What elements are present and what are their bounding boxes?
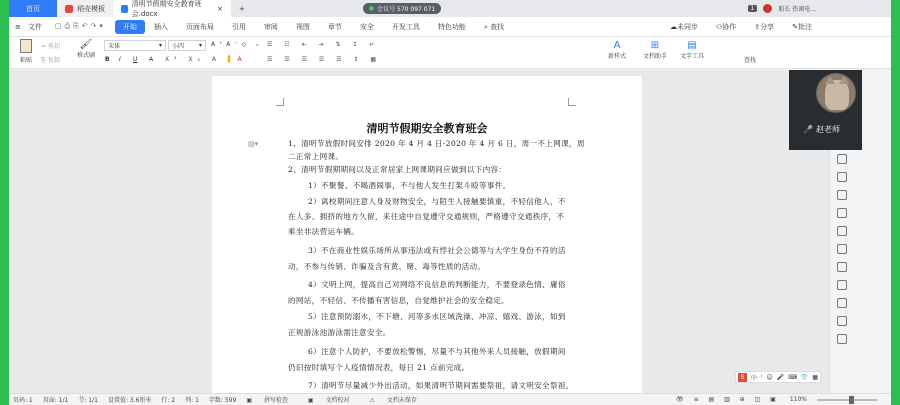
text-tools-label: 文字工具 — [679, 53, 704, 60]
wps-writer-window — [9, 0, 891, 405]
cat-ear-right — [839, 76, 849, 84]
font-color-buttons[interactable]: A̶ X² X₂ A ▌A — [149, 56, 247, 63]
chart-pane-icon[interactable] — [837, 226, 847, 236]
margin-corner-tl — [276, 98, 284, 106]
new-style-icon: A — [613, 40, 621, 51]
list-buttons[interactable]: ☰ ☷ ⇤ ⇥ ⇅ ↕ ↵ — [267, 41, 380, 48]
menu-review[interactable]: 审阅 — [263, 22, 278, 31]
meeting-id-badge — [363, 3, 441, 14]
status-unsaved[interactable] — [370, 395, 427, 404]
doc-line-14: 6）注意个人防护，不要放松警惕，尽量不与其他外来人员接触，放假期间 — [308, 347, 566, 356]
tab-template[interactable] — [57, 0, 113, 17]
word-doc-icon — [121, 5, 128, 13]
font-family-select[interactable] — [104, 40, 166, 51]
highlight-icon: ▌ — [227, 56, 238, 63]
title-bar-right — [748, 0, 816, 17]
chevron-down-icon: ▾ — [198, 42, 202, 49]
ribbon-toolbar — [9, 37, 891, 69]
tab-home[interactable] — [9, 0, 57, 17]
share-pane-icon[interactable] — [837, 280, 847, 290]
doc-helper-button[interactable] — [639, 40, 671, 60]
zoom-slider-handle[interactable] — [849, 396, 854, 404]
daoke-icon — [65, 5, 73, 13]
teacher-avatar — [816, 73, 856, 113]
paste-button[interactable] — [15, 39, 37, 64]
cut-button[interactable]: ✂ 剪切 — [41, 43, 60, 50]
align-buttons[interactable]: ☰ ☰ ☰ ☰ ☰ ⇕ ▦ — [267, 56, 382, 63]
menu-bar — [9, 17, 891, 37]
font-size-value: 小四 — [172, 43, 185, 50]
menu-references[interactable]: 引用 — [231, 22, 246, 31]
doc-helper-label: 文档助手 — [642, 53, 667, 60]
copy-label: 复制 — [47, 57, 60, 64]
ime-keyboard-icon: ⌨ — [788, 373, 797, 381]
doc-line-9: 动，不参与传销、诈骗及含有黄、赌、毒等性质的活动。 — [288, 262, 486, 271]
doc-line-2: 二正常上网课。 — [288, 152, 344, 161]
document-page[interactable] — [212, 76, 642, 393]
paragraph-handle-icon[interactable]: ▤▾ — [248, 140, 259, 148]
font-color-icon: A — [237, 56, 247, 63]
zoom-slider[interactable] — [817, 399, 877, 401]
home-tab-label: 首页 — [26, 4, 40, 13]
bold-button[interactable]: B — [105, 56, 110, 63]
video-overlay[interactable] — [789, 70, 862, 150]
sync-label: 未同步 — [676, 22, 698, 31]
document-title: 清明节假期安全教育班会 — [366, 122, 488, 135]
ime-emoji-icon: ☺ — [766, 373, 773, 381]
doc-line-3: 2、清明节假期期间以及正常居家上网课期间应做到以下内容： — [288, 165, 507, 174]
search-icon: ⌕ — [483, 22, 488, 31]
status-section[interactable]: 节: 1/1 — [78, 397, 98, 404]
speaker-row — [803, 124, 840, 135]
status-proof-label: 文档校对 — [325, 397, 350, 404]
document-canvas — [9, 70, 829, 393]
ime-mic-icon: 🎤 — [776, 373, 785, 381]
cat-ear-left — [825, 76, 835, 84]
select-icon[interactable] — [837, 154, 847, 164]
doc-line-4: 1）不聚餐、不喝酒闹事，不与他人发生打架斗殴等事件。 — [308, 181, 511, 190]
zoom-level[interactable]: 110% — [789, 396, 807, 403]
share-label: 分享 — [760, 22, 775, 31]
user-name[interactable]: 船长 热调电... — [778, 6, 816, 13]
menu-chapter[interactable]: 章节 — [327, 22, 342, 31]
sync-status[interactable] — [661, 22, 707, 32]
menu-developer[interactable]: 开发工具 — [391, 22, 420, 31]
insert-pane-icon[interactable] — [837, 208, 847, 218]
new-tab-button[interactable]: + — [239, 4, 245, 13]
proofread-icon: ▣ — [307, 397, 314, 404]
doc-line-8: 3）不在商业性娱乐场所从事违法或有悖社会公德等与大学生身份不符的活 — [308, 246, 566, 255]
menu-page-layout[interactable]: 页面布局 — [185, 22, 214, 31]
doc-line-16: 7）清明节尽量减少外出活动，如果清明节期间需要祭祖，请文明安全祭祖， — [308, 381, 574, 390]
doc-line-5: 2）离校期间注意人身及财物安全，与陌生人接触要慎重，不轻信他人，不 — [308, 197, 566, 206]
screen-border-right — [891, 0, 900, 405]
menu-file[interactable]: 文件 — [27, 22, 42, 31]
ime-mode-label: 中 — [751, 374, 758, 382]
hamburger-menu-icon[interactable]: ≡ — [15, 22, 21, 31]
font-size-buttons[interactable]: A⁺A⁻◇ ᵥ — [211, 41, 263, 48]
new-style-button[interactable] — [600, 40, 634, 60]
user-avatar[interactable] — [763, 4, 772, 13]
text-tools-icon: ▤ — [687, 40, 697, 51]
ime-skin-icon: 👕 — [800, 373, 809, 381]
italic-button[interactable]: I — [119, 56, 121, 63]
style-pane-icon[interactable] — [837, 172, 847, 182]
collab-label: 协作 — [722, 22, 737, 31]
more-pane-icon[interactable] — [837, 334, 847, 344]
doc-line-12: 5）注意预防溺水，不下塘、河等多水区域洗澡、冲凉、嬉戏、游泳，如到 — [308, 312, 566, 321]
copy-button[interactable]: ⎘ 复制 — [41, 57, 60, 64]
doc-line-1: 1、清明节放假时间安排 2020 年 4 月 4 日-2020 年 4 月 6 日，周一不上网课，周 — [288, 139, 585, 148]
menu-insert[interactable]: 插入 — [153, 22, 168, 31]
ime-punct-icon: ⁾ — [761, 373, 763, 381]
cat-image — [825, 80, 849, 110]
status-spell-check[interactable] — [246, 395, 298, 404]
ime-menu-icon: ▦ — [812, 373, 819, 381]
sogou-icon: S — [738, 373, 747, 382]
menu-security[interactable]: 安全 — [359, 22, 374, 31]
doc-line-10: 4）文明上网，提高自己对网络不良信息的判断能力，不要登录色情、庸俗 — [308, 280, 566, 289]
document-tab-label: 清明节假期安全教育班会.docx — [131, 0, 202, 18]
collab-button[interactable] — [707, 22, 745, 32]
search-menu[interactable] — [475, 22, 513, 32]
teacher-name: 赵老师 — [815, 125, 840, 134]
new-style-label: 新样式 — [607, 53, 626, 60]
format-pane-icon[interactable] — [837, 190, 847, 200]
ime-toolbar[interactable] — [735, 371, 821, 383]
find-replace-label: 查找 — [744, 57, 757, 64]
help-pane-icon[interactable] — [837, 298, 847, 308]
quick-access-icons[interactable]: ▢⎙⎘↶↷▾ — [54, 22, 106, 30]
status-page-number[interactable]: 页码: 1 — [13, 397, 33, 404]
text-tools-button[interactable] — [675, 40, 709, 60]
share-button[interactable] — [745, 22, 783, 32]
menu-features[interactable]: 特色功能 — [437, 22, 466, 31]
doc-line-6: 在人多、拥挤的地方久留，来往途中自觉遵守交通规则，严格遵守交通秩序，不 — [288, 212, 565, 221]
chevron-down-icon: ▾ — [158, 42, 162, 49]
status-position[interactable]: 设置值: 3.6厘米 — [107, 397, 152, 404]
close-tab-icon[interactable]: × — [217, 4, 223, 13]
status-row[interactable]: 行: 2 — [161, 397, 176, 404]
meeting-dot-icon: ● — [368, 5, 375, 12]
status-spell-label: 拼写检查 — [263, 397, 288, 404]
underline-button[interactable]: U — [133, 56, 138, 63]
mic-icon: 🎤 — [803, 125, 813, 134]
margin-corner-tr — [568, 98, 576, 106]
status-proofread[interactable] — [308, 395, 360, 404]
share-icon: ⇪ — [754, 22, 761, 31]
settings-pane-icon[interactable] — [837, 316, 847, 326]
doc-helper-icon: ⊞ — [650, 40, 660, 51]
comment-icon: ✎ — [792, 22, 798, 31]
view-mode-icons[interactable]: 👁 ≡ ▤ ▥ ⊕ ◫ ▣ — [676, 396, 780, 403]
screen-border-left — [0, 0, 9, 405]
doc-line-7: 乘坐非法营运车辆。 — [288, 227, 360, 236]
backup-pane-icon[interactable] — [837, 262, 847, 272]
find-replace-button[interactable] — [744, 55, 756, 64]
cloud-icon: ☁ — [669, 22, 677, 31]
cut-label: 剪切 — [47, 43, 60, 50]
status-col[interactable]: 列: 1 — [185, 397, 199, 404]
comment-button[interactable] — [783, 22, 821, 32]
font-size-select[interactable] — [168, 40, 206, 51]
warning-icon: ⚠ — [369, 397, 375, 404]
font-family-value: 宋体 — [108, 43, 121, 50]
meeting-id-label: 会议号 570 097 071 — [377, 6, 436, 13]
format-painter-icon: 🖌 — [79, 39, 93, 50]
doc-line-11: 的网站，不轻信、不传播有害信息，自觉维护社会的安全稳定。 — [288, 296, 510, 305]
doc-line-15: 仍旧按时填写个人疫情情况表，每日 21 点前完成。 — [288, 363, 470, 372]
format-painter-button[interactable] — [73, 39, 99, 59]
status-unsaved-label: 文档未保存 — [386, 397, 417, 404]
folder-pane-icon[interactable] — [837, 244, 847, 254]
paste-icon — [20, 39, 32, 53]
status-word-count[interactable]: 字数: 599 — [208, 397, 237, 404]
tab-document[interactable] — [113, 0, 231, 17]
menu-view[interactable]: 视图 — [295, 22, 310, 31]
paste-label: 粘贴 — [19, 57, 32, 64]
collab-icon: ⚇ — [715, 22, 723, 31]
status-page-count[interactable]: 页面: 1/1 — [42, 397, 69, 404]
template-tab-label: 稻壳模板 — [77, 4, 105, 13]
doc-line-13: 正规游泳池游泳需注意安全。 — [288, 328, 391, 337]
spell-check-icon: ▣ — [246, 397, 252, 404]
search-label: 查找 — [490, 22, 505, 31]
count-badge: 1 — [748, 5, 758, 12]
menu-start[interactable]: 开始 — [115, 20, 145, 34]
comment-label: 批注 — [798, 22, 812, 31]
format-painter-label: 格式刷 — [76, 52, 95, 59]
status-bar — [9, 393, 891, 405]
